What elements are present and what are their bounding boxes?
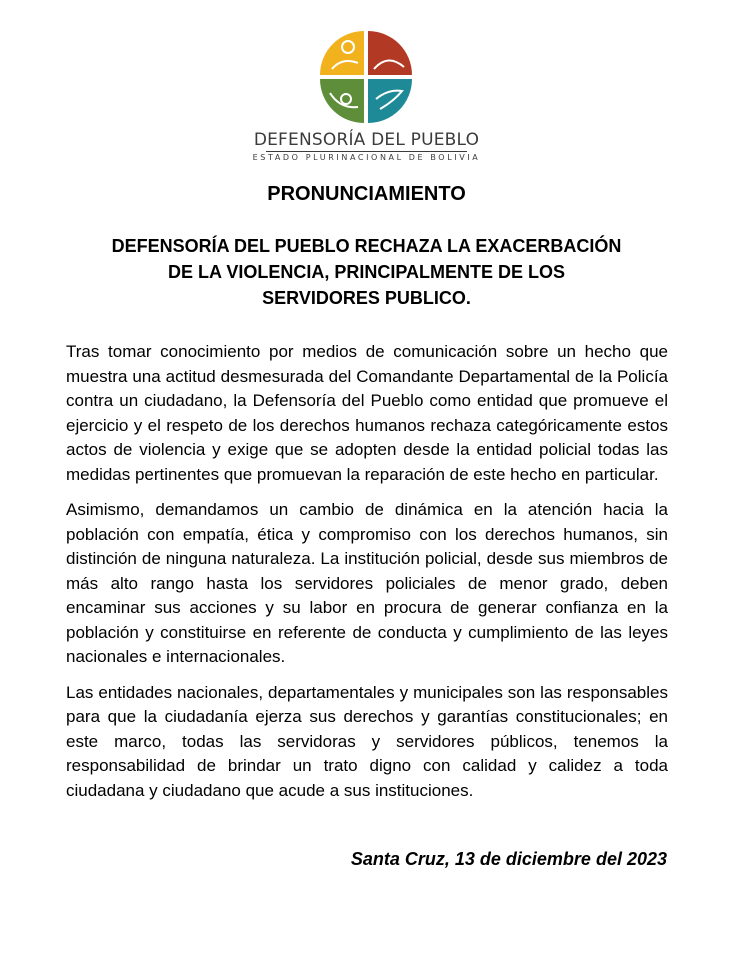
subtitle-line: DE LA VIOLENCIA, PRINCIPALMENTE DE LOS xyxy=(167,262,566,282)
subtitle-line: SERVIDORES PUBLICO. xyxy=(262,288,471,308)
org-subtitle: ESTADO PLURINACIONAL DE BOLIVIA xyxy=(252,153,481,162)
document-title: PRONUNCIAMIENTO xyxy=(267,183,466,205)
defensoria-quadrant-logo-icon xyxy=(318,29,414,125)
signature-place-date: Santa Cruz, 13 de diciembre del 2023 xyxy=(350,849,667,869)
body-paragraph: Tras tomar conocimiento por medios de comunicación sobre un hecho que muestra una actitud desmesurada del Comandante Departamental de la Policía contra un ciudadano, la Defensoría del Pueblo como entidad que promueve el ejercicio y el respeto de los derechos humanos rechaza categóricamente estos actos de violencia y exige que se adopten desde la entidad policial todas las medidas pertinentes que promuevan la reparación de este hecho en particular. xyxy=(66,342,668,484)
document-body xyxy=(66,340,668,814)
body-paragraph: Las entidades nacionales, departamentales y municipales son las responsables para que la ciudadanía ejerza sus derechos y garantías constitucionales; en este marco, todas las servidoras y servidores públicos, tenemos la responsabilidad de brindar un trato digno con calidad y calidez a toda ciudadana y ciudadano que acude a sus instituciones. xyxy=(66,682,668,800)
org-name: DEFENSORÍA DEL PUEBLO xyxy=(253,130,480,150)
subtitle-line: DEFENSORÍA DEL PUEBLO RECHAZA LA EXACERBACIÓN xyxy=(111,236,622,256)
org-divider xyxy=(266,151,467,152)
body-paragraph: Asimismo, demandamos un cambio de dinámica en la atención hacia la población con empatía, ética y compromiso con los derechos humanos, sin distinción de ninguna naturaleza. La institución policial, desde sus miembros de más alto rango hasta los servidores policiales de menor grado, deben encaminar sus acciones y su labor en procura de generar confianza en la población y constituirse en referente de conducta y cumplimiento de las leyes nacionales e internacionales. xyxy=(66,500,668,666)
document-subtitle xyxy=(60,233,673,311)
